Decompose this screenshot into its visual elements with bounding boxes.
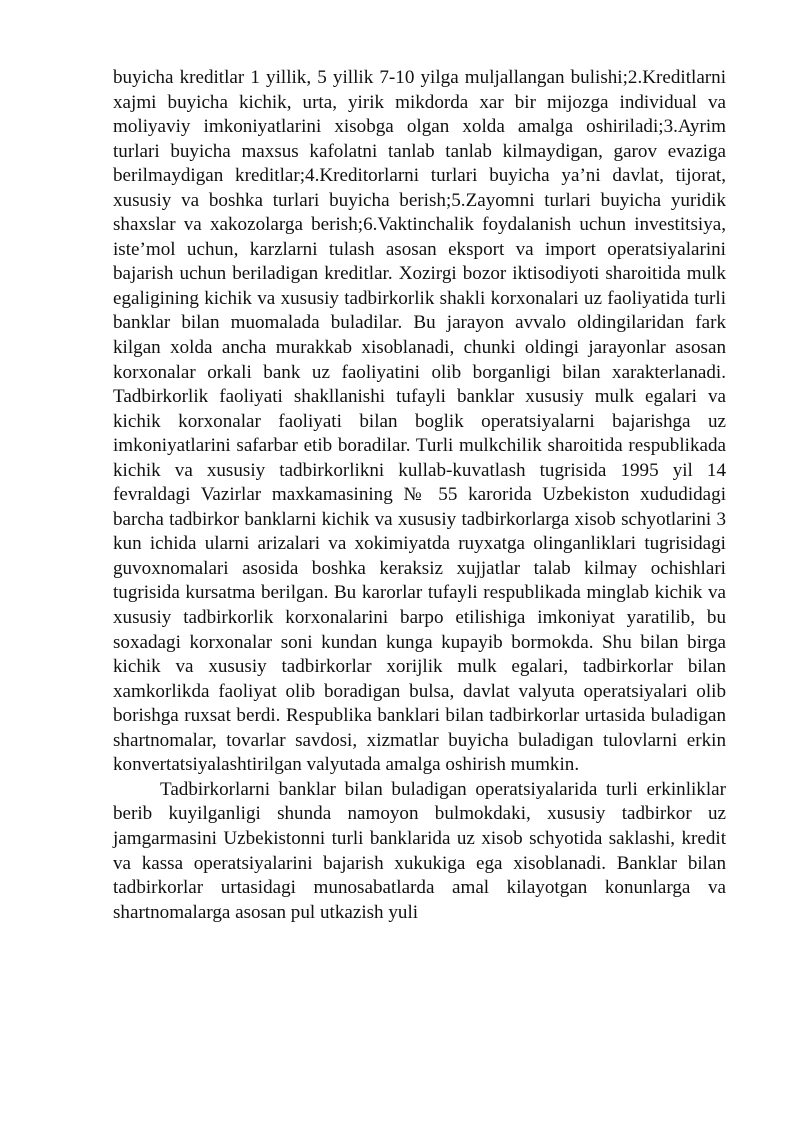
paragraph-2: Tadbirkorlarni banklar bilan buladigan operatsiyalarida turli erkinliklar berib kuyilganligi shunda namoyon bulmokdaki, xususiy tadbirkor uz jamgarmasini Uzbekistonni turli banklarida uz xisob schyotida saklashi, kredit va kassa operatsiyalarini bajarish xukukiga ega xisoblanadi. Banklar bilan tadbirkorlar urtasidagi munosabatlarda amal kilayotgan konunlarga va shartnomalarga asosan pul utkazish yuli [113,778,726,923]
document-page [113,66,726,925]
paragraph-1: buyicha kreditlar 1 yillik, 5 yillik 7-10 yilga muljallangan bulishi;2.Kreditlarni xajmi buyicha kichik, urta, yirik mikdorda xar bir mijozga individual va moliyaviy imkoniyatlarini xisobga olgan xolda amalga oshiriladi;3.Ayrim turlari buyicha maxsus kafolatni tanlab tanlab kilmaydigan, garov evaziga berilmaydigan kreditlar;4.Kreditorlarni turlari buyicha ya’ni davlat, tijorat, xususiy va boshka turlari buyicha berish;5.Zayomni turlari buyicha yuridik shaxslar va xakozolarga berish;6.Vaktinchalik foydalanish uchun investitsiya, iste’mol uchun, karzlarni tulash asosan eksport va import operatsiyalarini bajarish uchun beriladigan kreditlar. Xozirgi bozor iktisodiyoti sharoitida mulk egaligining kichik va xususiy tadbirkorlik shakli korxonalari uz faoliyatida turli banklar bilan muomalada buladilar. Bu jarayon avvalo oldingilaridan fark kilgan xolda ancha murakkab xisoblanadi, chunki oldingi jarayonlar asosan korxonalar orkali bank uz faoliyatini olib borganligi bilan xarakterlanadi. Tadbirkorlik faoliyati shakllanishi tufayli banklar xususiy mulk egalari va kichik korxonalar faoliyati bilan boglik operatsiyalarni bajarishga uz imkoniyatlarini safarbar etib boradilar. Turli mulkchilik sharoitida respublikada kichik va xususiy tadbirkorlikni kullab-kuvatlash tugrisida 1995 yil 14 fevraldagi Vazirlar maxkamasining № 55 karorida Uzbekiston xududidagi barcha tadbirkor banklarni kichik va xususiy tadbirkorlarga xisob schyotlarini 3 kun ichida ularni arizalari va xokimiyatda ruyxatga olinganliklari tugrisidagi guvoxnomalari asosida boshka keraksiz xujjatlar talab kilmay ochishlari tugrisida kursatma berilgan. Bu karorlar tufayli respublikada minglab kichik va xususiy tadbirkorlik korxonalarini barpo etilishiga imkoniyat yaratilib, bu soxadagi korxonalar soni kundan kunga kupayib bormokda. Shu bilan birga kichik va xususiy tadbirkorlar xorijlik mulk egalari, tadbirkorlar bilan xamkorlikda faoliyat olib boradigan bulsa, davlat valyuta operatsiyalari olib borishga ruxsat berdi. Respublika banklari bilan tadbirkorlar urtasida buladigan shartnomalar, tovarlar savdosi, xizmatlar buyicha buladigan tulovlarni erkin konvertatsiyalashtirilgan valyutada amalga oshirish mumkin. [113,67,726,776]
